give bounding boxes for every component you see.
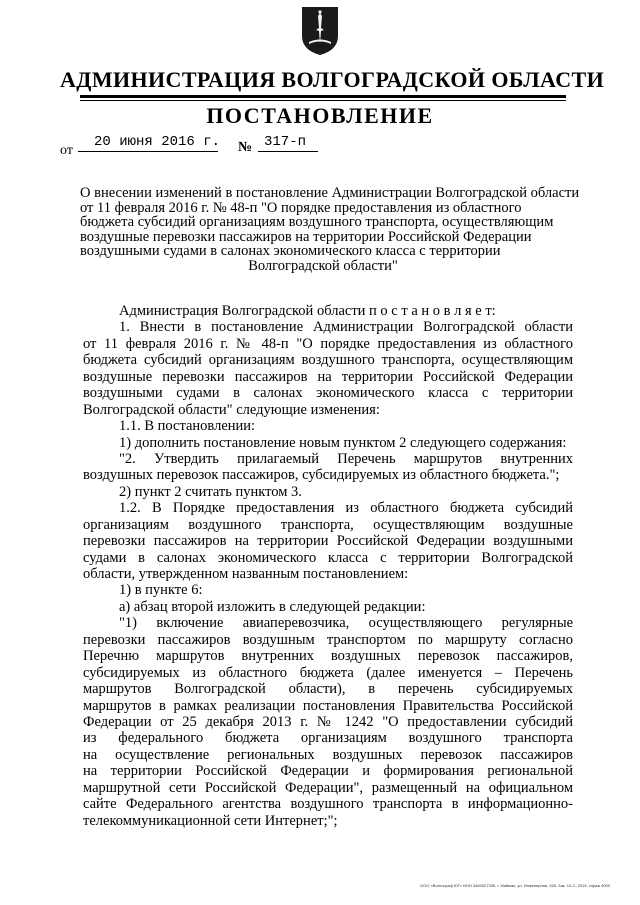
title-line: воздушные перевозки пассажиров на территории Российской Федерации — [80, 228, 532, 245]
body-line: 1) в пункте 6: — [119, 582, 203, 599]
body-line: 1) дополнить постановление новым пунктом 2 следующего содержания: — [119, 434, 567, 451]
body-line: маршрутной сети Российской Федерации", размещенный на официальном — [83, 779, 573, 796]
body-line: маршрутов в рамках реализации постановления Правительства Российской — [83, 697, 573, 714]
body-line: "2. Утвердить прилагаемый Перечень маршрутов внутренних — [119, 450, 573, 467]
number-sign-label: № — [238, 140, 253, 155]
body-line: бюджета субсидий организациям воздушного транспорта, осуществляющим — [83, 352, 573, 369]
body-line: воздушными судами в салонах экономического класса с территории — [83, 385, 573, 402]
body-line: перевозки пассажиров на территории Российской Федерации воздушными — [83, 533, 573, 550]
organization-name: АДМИНИСТРАЦИЯ ВОЛГОГРАДСКОЙ ОБЛАСТИ — [60, 67, 605, 92]
body-line: 2) пункт 2 считать пунктом 3. — [119, 483, 302, 500]
body-line: от 11 февраля 2016 г. № 48-п "О порядке предоставления из областного — [83, 335, 573, 352]
body-line: Перечню маршрутов внутренних воздушных перевозок пассажиров, — [83, 648, 573, 665]
body-line: из федерального бюджета организациям воздушного транспорта — [83, 730, 573, 747]
title-line: бюджета субсидий организациям воздушного транспорта, осуществляющим — [80, 214, 554, 230]
body-line: Федерации от 25 декабря 2013 г. № 1242 "О предоставлении субсидий — [83, 713, 573, 730]
title-line: воздушными судами в салонах экономического класса с территории — [80, 243, 501, 259]
body-line: судами в салонах экономического класса с территории Волгоградской — [83, 549, 573, 566]
body-line: Администрация Волгоградской области п о с т а н о в л я е т: — [119, 303, 496, 319]
body-line: 1. Внести в постановление Администрации Волгоградской области — [119, 319, 573, 336]
title-line: О внесении изменений в постановление Администрации Волгоградской области — [80, 185, 580, 201]
coat-of-arms-emblem — [301, 6, 339, 56]
body-line: маршрутов Волгоградской области), в перечень субсидируемых — [83, 681, 573, 698]
body-line: Волгоградской области" следующие изменения: — [83, 401, 380, 418]
body-line: на осуществление региональных воздушных перевозок пассажиров — [83, 746, 573, 763]
body-line: перевозки пассажиров воздушным транспортом по маршруту согласно — [83, 631, 573, 648]
document-body — [83, 303, 573, 829]
title-line: Волгоградской области" — [248, 257, 398, 274]
body-line: воздушные перевозки пассажиров на территории Российской Федерации — [83, 368, 573, 385]
document-date: 20 июня 2016 г. — [78, 134, 218, 152]
body-line: на территории Российской Федерации и формирования региональной — [83, 763, 573, 780]
document-number: 317-п — [258, 134, 318, 152]
document-type-heading: ПОСТАНОВЛЕНИЕ — [206, 103, 434, 128]
title-line: от 11 февраля 2016 г. № 48-п "О порядке предоставления из областного — [80, 199, 522, 216]
date-from-label: от — [60, 143, 73, 158]
body-line: субсидируемых из областного бюджета (далее именуется – Перечень — [83, 664, 573, 681]
body-line: сайте Федерального агентства воздушного транспорта в информационно- — [83, 796, 573, 813]
header-rule-thick — [80, 95, 566, 98]
printer-imprint: ООО «Волгограф ЮГ» ИНН 3460027339, г. Маймак, ул. Инженерная, 265. Зак. 10-С, 2015, тираж 4000 — [420, 883, 610, 888]
document-title — [80, 185, 580, 274]
body-line: 1.1. В постановлении: — [119, 418, 256, 435]
body-line: 1.2. В Порядке предоставления из областного бюджета субсидий — [119, 500, 573, 517]
body-line: организациям воздушного транспорта, осуществляющим воздушные — [83, 516, 573, 533]
header-rule-thin — [80, 100, 566, 101]
body-line: телекоммуникационной сети Интернет;"; — [83, 812, 338, 829]
body-line: области, утвержденном названным постановлением: — [83, 566, 409, 582]
body-line: воздушных перевозок пассажиров, субсидируемых из областного бюджета."; — [83, 467, 560, 484]
body-line: "1) включение авиаперевозчика, осуществляющего регулярные — [119, 615, 573, 632]
body-line: а) абзац второй изложить в следующей редакции: — [119, 598, 426, 615]
